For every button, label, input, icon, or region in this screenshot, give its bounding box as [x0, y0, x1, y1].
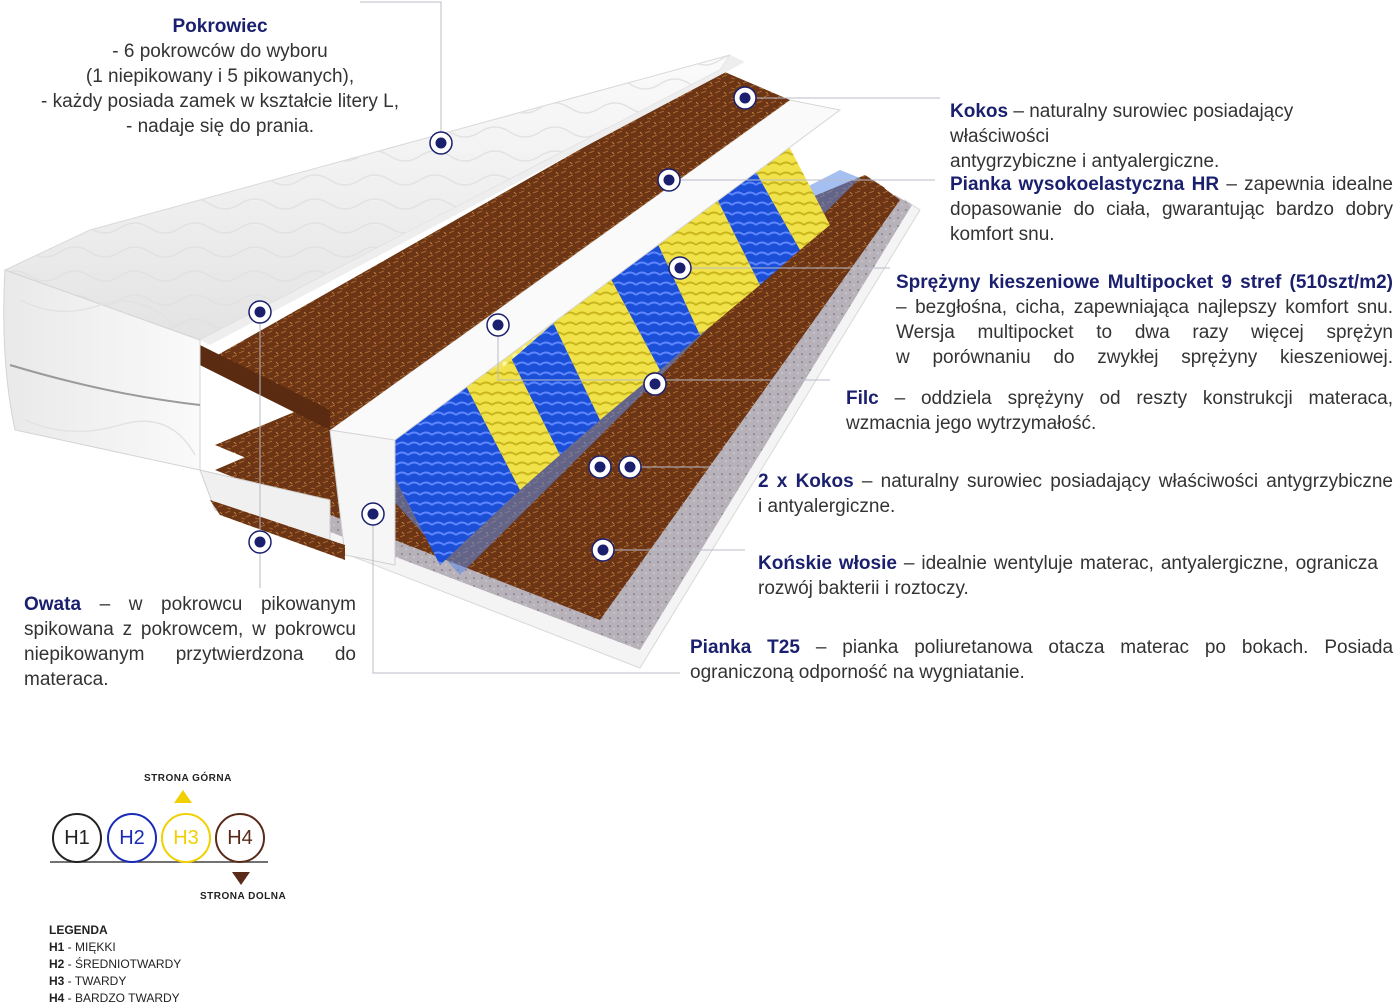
marker-kokos2-b	[619, 456, 641, 478]
label-kokos2	[758, 469, 1393, 519]
marker-konskie	[592, 539, 614, 561]
label-pokrowiec-line: - nadaje się do prania.	[125, 116, 314, 137]
label-sprezyny-desc: w porównaniu do zwykłej sprężyny kieszeniowej.	[896, 347, 1393, 368]
hardness-h2: H2	[107, 813, 157, 863]
label-pianka-hr-desc: komfort snu.	[950, 224, 1055, 245]
label-pianka-t25-desc: ograniczoną odporność na wygniatanie.	[690, 662, 1025, 683]
label-sprezyny-desc: Wersja multipocket to dwa razy więcej sprężyn	[896, 322, 1393, 343]
label-kokos-desc: antygrzybiczne i antyalergiczne.	[950, 151, 1220, 172]
label-konskie-title: Końskie włosie	[758, 553, 897, 574]
legend-code: H2	[49, 957, 65, 971]
label-kokos	[950, 99, 1395, 174]
hardness-h3: H3	[161, 813, 211, 863]
label-pianka-t25-desc: – pianka poliuretanowa otacza materac po bokach. Posiada	[799, 637, 1394, 658]
legend-row	[49, 939, 116, 955]
marker-pianka-t25	[362, 503, 384, 525]
legend-text: - MIĘKKI	[64, 940, 116, 954]
marker-owata	[249, 531, 271, 553]
label-owata-desc: spikowana z pokrowcem, w pokrowcu	[24, 619, 356, 640]
marker-kokos2-a	[589, 456, 611, 478]
hardness-h4: H4	[215, 813, 265, 863]
label-pokrowiec-line: - każdy posiada zamek w kształcie litery L,	[41, 91, 399, 112]
label-sprezyny	[896, 270, 1393, 370]
label-pianka-hr-desc: dopasowanie do ciała, gwarantując bardzo dobry	[950, 199, 1393, 220]
legend-row	[49, 956, 181, 972]
label-konskie-desc: – idealnie wentyluje materac, antyalergiczne, ogranicza	[896, 553, 1378, 574]
label-pianka-hr	[950, 172, 1393, 247]
label-pokrowiec-title: Pokrowiec	[172, 16, 268, 37]
bottom-side-label: STRONA DOLNA	[200, 891, 287, 902]
label-pianka-t25-title: Pianka T25	[690, 637, 800, 658]
marker-filc	[644, 373, 666, 395]
marker-owata-top	[249, 301, 271, 323]
label-kokos-desc: – naturalny surowiec posiadający właściwości	[950, 101, 1294, 147]
label-sprezyny-title: Sprężyny kieszeniowe Multipocket 9 stref (510szt/m2)	[896, 272, 1393, 293]
label-kokos-title: Kokos	[950, 101, 1009, 122]
label-sprezyny-desc: – bezgłośna, cicha, zapewniająca najlepszy komfort snu.	[896, 297, 1393, 318]
label-pianka-hr-title: Pianka wysokoelastyczna HR	[950, 174, 1220, 195]
marker-sprezyny	[669, 257, 691, 279]
label-pokrowiec-line: - 6 pokrowców do wyboru	[112, 41, 328, 62]
bottom-side-arrow-icon	[232, 872, 250, 885]
legend-row	[49, 973, 126, 989]
legend-text: - BARDZO TWARDY	[64, 991, 180, 1005]
label-kokos2-title: 2 x Kokos	[758, 471, 854, 492]
label-owata-desc: – w pokrowcu pikowanym	[81, 594, 356, 615]
legend-row	[49, 990, 180, 1006]
hardness-h1: H1	[52, 813, 102, 863]
label-konskie	[758, 551, 1378, 601]
legend-text: - ŚREDNIOTWARDY	[64, 957, 182, 971]
label-kokos2-desc: i antyalergiczne.	[758, 496, 896, 517]
marker-kokos	[734, 87, 756, 109]
legend-code: H3	[49, 974, 65, 988]
label-pokrowiec-line: (1 niepikowany i 5 pikowanych),	[85, 66, 355, 87]
label-filc-title: Filc	[846, 388, 879, 409]
label-owata-title: Owata	[24, 594, 82, 615]
legend-code: H4	[49, 991, 65, 1005]
legend-text: - TWARDY	[64, 974, 127, 988]
top-side-arrow-icon	[174, 790, 192, 803]
label-filc-desc: – oddziela sprężyny od reszty konstrukcji materaca,	[878, 388, 1393, 409]
marker-sprezyny-2	[487, 314, 509, 336]
legend-title: LEGENDA	[49, 923, 108, 937]
label-owata-desc: niepikowanym przytwierdzona do	[24, 644, 356, 665]
label-konskie-desc: rozwój bakterii i roztoczy.	[758, 578, 969, 599]
marker-pianka-hr	[658, 169, 680, 191]
label-kokos2-desc: – naturalny surowiec posiadający właściwości antygrzybiczne	[853, 471, 1393, 492]
label-owata-desc: materaca.	[24, 669, 109, 690]
label-pianka-t25	[690, 635, 1393, 685]
label-pianka-hr-desc: – zapewnia idealne	[1219, 174, 1393, 195]
label-pokrowiec	[20, 14, 420, 139]
marker-pokrowiec	[430, 132, 452, 154]
legend-code: H1	[49, 940, 65, 954]
label-filc-desc: wzmacnia jego wytrzymałość.	[846, 413, 1097, 434]
label-owata	[24, 592, 356, 692]
top-side-label: STRONA GÓRNA	[144, 773, 232, 784]
label-filc	[846, 386, 1393, 436]
